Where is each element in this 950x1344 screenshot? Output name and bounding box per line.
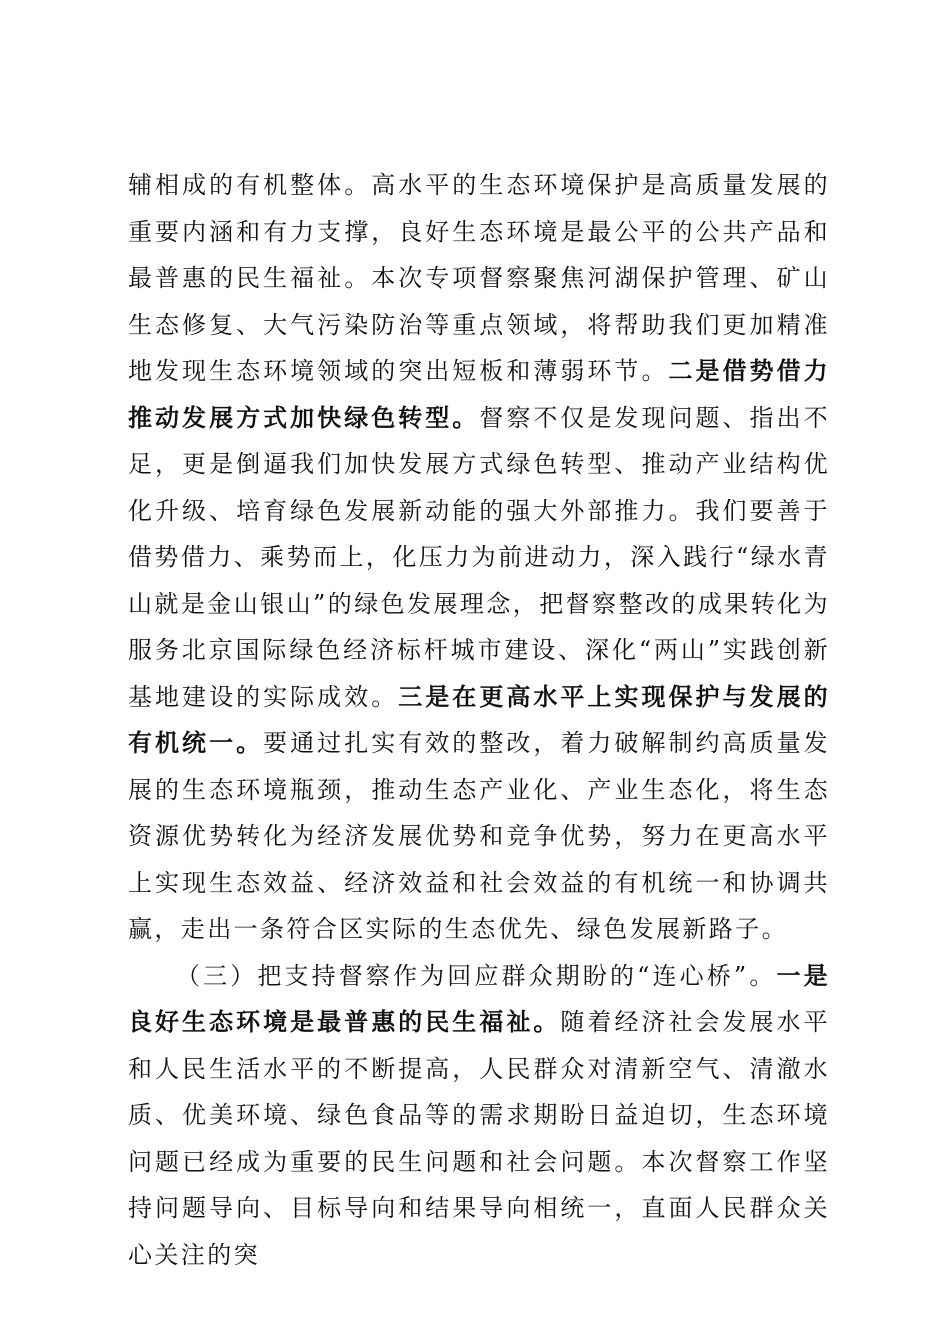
paragraph-1-heading-3: 三是在更高水平上实现保护与发展的有机统一。 <box>128 681 831 757</box>
paragraph-2-heading-1: 一是良好生态环境是最普惠的民生福祉。 <box>128 960 830 1036</box>
paragraph-1-heading-2: 二是借势借力推动发展方式加快绿色转型。 <box>128 356 831 432</box>
paragraph-1-text-3: 要通过扎实有效的整改，着力破解制约高质量发展的生态环境瓶颈，推动生态产业化、产业生态化，将生态资源优势转化为经济发展优势和竞争优势，努力在更高水平上实现生态效益、经济效益和社会效益的有机统一和协调共赢，走出一条符合区实际的生态优先、绿色发展新路子。 <box>128 729 830 943</box>
section-3-title: （三）把支持督察作为回应群众期盼的“连心桥”。 <box>176 961 777 990</box>
paragraph-2-text-1: 随着经济社会发展水平和人民生活水平的不断提高，人民群众对清新空气、清澈水质、优美环境、绿色食品等的需求期盼日益迫切，生态环境问题已经成为重要的民生问题和社会问题。本次督察工作坚持问题导向、目标导向和结果导向相统一，直面人民群众关心关注的突 <box>128 1008 831 1269</box>
paragraph-1-text-1: 辅相成的有机整体。高水平的生态环境保护是高质量发展的重要内涵和有力支撑，良好生态环境是最公平的公共产品和最普惠的民生福祉。本次专项督察聚焦河湖保护管理、矿山生态修复、大气污染防治等重点领域，将帮助我们更加精准地发现生态环境领域的突出短板和薄弱环节。 <box>128 171 830 385</box>
document-body <box>128 162 830 1278</box>
paragraph-1 <box>128 162 830 953</box>
paragraph-1-text-2: 督察不仅是发现问题、指出不足，更是倒逼我们加快发展方式绿色转型、推动产业结构优化升级、培育绿色发展新动能的强大外部推力。我们要善于借势借力、乘势而上，化压力为前进动力，深入践行“绿水青山就是金山银山”的绿色发展理念，把督察整改的成果转化为服务北京国际绿色经济标杆城市建设、深化“两山”实践创新基地建设的实际成效。 <box>128 403 830 711</box>
paragraph-2 <box>128 953 830 1279</box>
